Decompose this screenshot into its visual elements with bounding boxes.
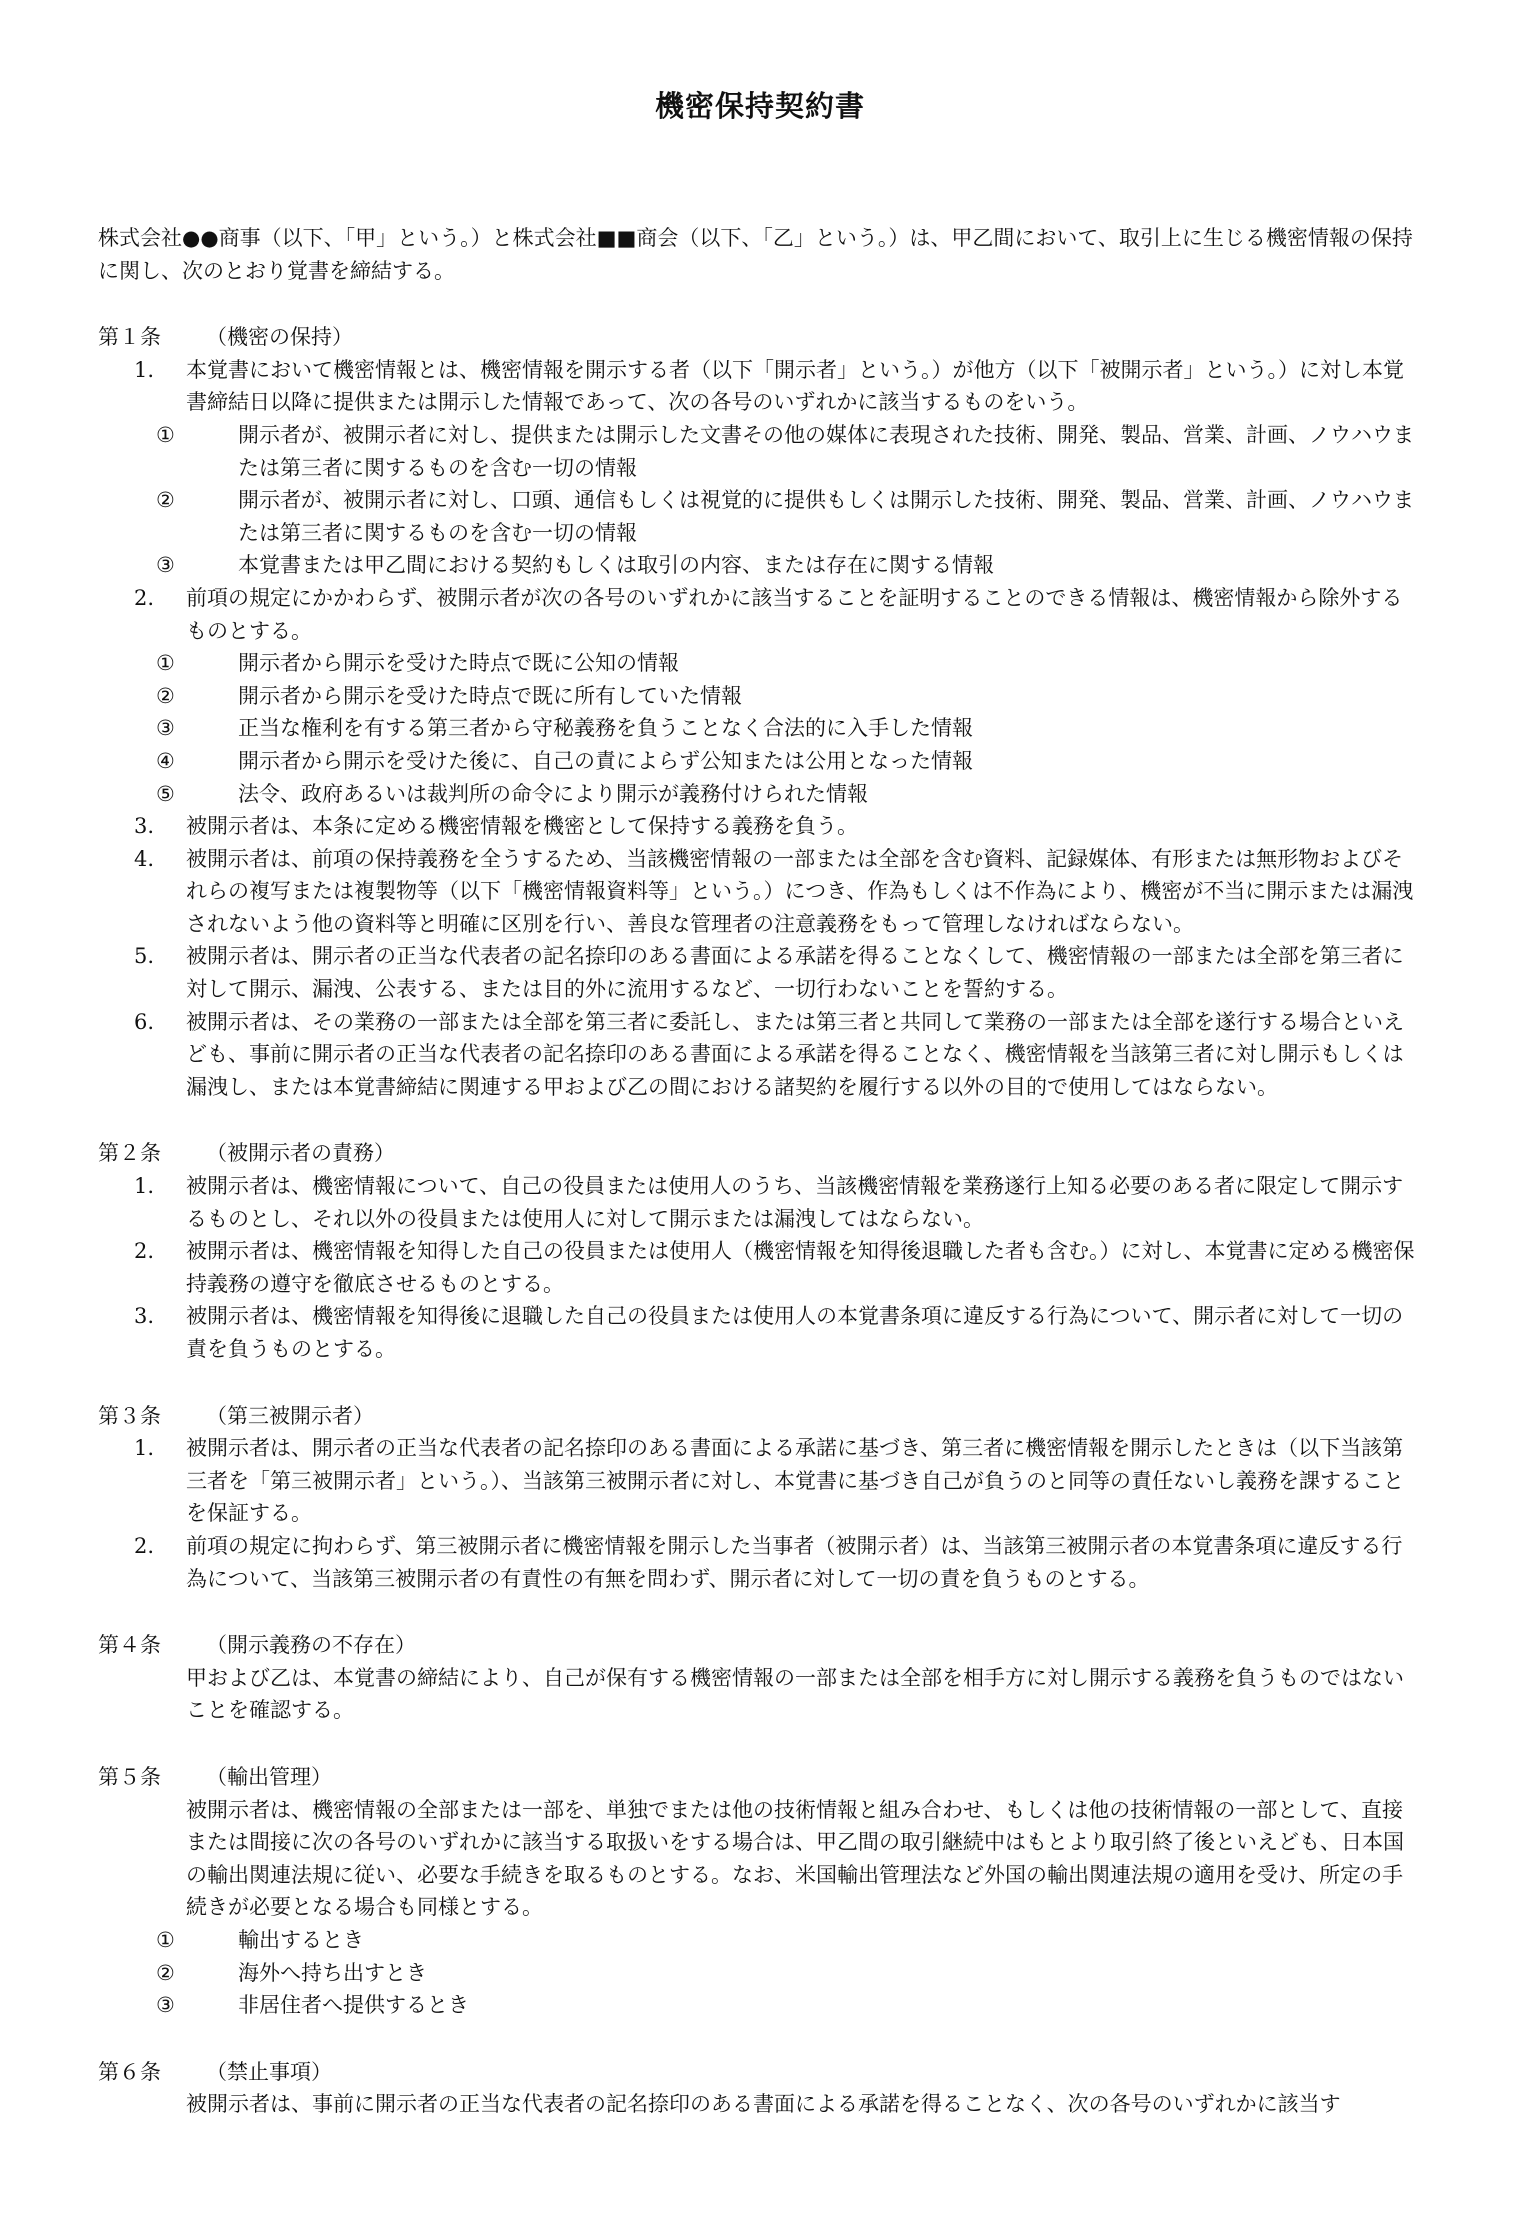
document-title: 機密保持契約書: [654, 89, 865, 123]
article-4: [98, 1629, 1420, 1727]
sub-clause: [98, 419, 1420, 484]
sub-clause-number: ①: [156, 651, 175, 676]
article-1: [98, 321, 1420, 1103]
sub-clause-text: 非居住者へ提供するとき: [238, 1993, 469, 2018]
article-number: 第２条: [98, 1141, 161, 1166]
clause-number: 1.: [134, 1174, 155, 1199]
sub-clause-text: 開示者が、被開示者に対し、口頭、通信もしくは視覚的に提供もしくは開示した技術、開発、製品、営業、計画、ノウハウまたは第三者に関するものを含む一切の情報: [238, 488, 1414, 545]
article-number: 第６条: [98, 2059, 161, 2084]
sub-clause: [98, 1924, 1420, 1957]
clause-number: 3.: [134, 814, 155, 839]
sub-clause-text: 法令、政府あるいは裁判所の命令により開示が義務付けられた情報: [238, 781, 868, 806]
article-number: 第５条: [98, 1764, 161, 1789]
clause: [98, 354, 1420, 419]
sub-clause: [98, 549, 1420, 582]
sub-clause: [98, 1957, 1420, 1990]
article-body: 被開示者は、事前に開示者の正当な代表者の記名捺印のある書面による承諾を得ることなく、次の各号のいずれかに該当す: [186, 2092, 1341, 2117]
sub-clause-number: ②: [156, 1960, 175, 1985]
article-number: 第４条: [98, 1633, 161, 1658]
sub-clause: [98, 484, 1420, 549]
sub-clause-text: 正当な権利を有する第三者から守秘義務を負うことなく合法的に入手した情報: [238, 716, 973, 741]
sub-clause-number: ①: [156, 422, 175, 447]
clause: [98, 1530, 1420, 1595]
clause: [98, 1006, 1420, 1104]
article-heading: [98, 1761, 1420, 1794]
article-heading: [98, 1137, 1420, 1170]
article-5: [98, 1761, 1420, 2022]
article-title: （被開示者の責務）: [206, 1141, 395, 1166]
sub-clause: [98, 745, 1420, 778]
clause-text: 前項の規定に拘わらず、第三被開示者に機密情報を開示した当事者（被開示者）は、当該第三被開示者の本覚書条項に違反する行為について、当該第三被開示者の有責性の有無を問わず、開示者に対して一切の責を負うものとする。: [186, 1533, 1403, 1591]
sub-clause: [98, 680, 1420, 713]
sub-clause-text: 開示者が、被開示者に対し、提供または開示した文書その他の媒体に表現された技術、開発、製品、営業、計画、ノウハウまたは第三者に関するものを含む一切の情報: [238, 422, 1414, 480]
sub-clause-number: ②: [156, 683, 175, 708]
sub-clause-text: 輸出するとき: [238, 1927, 364, 1952]
clause: [98, 843, 1420, 941]
clause: [98, 582, 1420, 647]
document-body: [98, 222, 1420, 2155]
clause: [98, 1235, 1420, 1300]
article-number: 第１条: [98, 325, 161, 350]
clause-text: 被開示者は、本条に定める機密情報を機密として保持する義務を負う。: [186, 814, 858, 839]
clause-text: 被開示者は、開示者の正当な代表者の記名捺印のある書面による承諾を得ることなくして、機密情報の一部または全部を第三者に対して開示、漏洩、公表する、または目的外に流用するなど、一切行わないことを誓約する。: [186, 944, 1404, 1002]
clause: [98, 1300, 1420, 1365]
sub-clause-number: ①: [156, 1927, 175, 1952]
sub-clause-number: ③: [156, 553, 175, 578]
clause: [98, 1170, 1420, 1235]
clause-number: 3.: [134, 1304, 155, 1329]
sub-clause-number: ④: [156, 748, 175, 773]
clause-text: 被開示者は、前項の保持義務を全うするため、当該機密情報の一部または全部を含む資料、記録媒体、有形または無形物およびそれらの複写または複製物等（以下「機密情報資料等」という。）につき、作為もしくは不作為により、機密が不当に開示または漏洩されないよう他の資料等と明確に区別を行い、善良な管理者の注意義務をもって管理しなければならない。: [186, 846, 1414, 936]
sub-clause-text: 開示者から開示を受けた後に、自己の責によらず公知または公用となった情報: [238, 748, 973, 773]
sub-clause-text: 開示者から開示を受けた時点で既に所有していた情報: [238, 683, 742, 708]
sub-clause-number: ③: [156, 1993, 175, 2018]
sub-clause-text: 本覚書または甲乙間における契約もしくは取引の内容、または存在に関する情報: [238, 553, 994, 578]
article-body: 甲および乙は、本覚書の締結により、自己が保有する機密情報の一部または全部を相手方に対し開示する義務を負うものではないことを確認する。: [186, 1665, 1404, 1723]
clause-text: 被開示者は、機密情報を知得した自己の役員または使用人（機密情報を知得後退職した者も含む。）に対し、本覚書に定める機密保持義務の遵守を徹底させるものとする。: [186, 1239, 1415, 1296]
clause-text: 被開示者は、機密情報について、自己の役員または使用人のうち、当該機密情報を業務遂行上知る必要のある者に限定して開示するものとし、それ以外の役員または使用人に対して開示または漏洩してはならない。: [186, 1174, 1404, 1231]
article-title: （禁止事項）: [206, 2059, 332, 2084]
clause-number: 2.: [134, 585, 155, 610]
sub-clause-number: ⑤: [156, 781, 175, 806]
article-heading: [98, 1400, 1420, 1433]
clause: [98, 940, 1420, 1005]
intro-paragraph: 株式会社●●商事（以下、「甲」という。）と株式会社■■商会（以下、「乙」という。）は、甲乙間において、取引上に生じる機密情報の保持に関し、次のとおり覚書を締結する。: [98, 226, 1413, 283]
sub-clause: [98, 1989, 1420, 2022]
clause-text: 前項の規定にかかわらず、被開示者が次の各号のいずれかに該当することを証明することのできる情報は、機密情報から除外するものとする。: [186, 585, 1403, 643]
clause: [98, 810, 1420, 843]
sub-clause: [98, 712, 1420, 745]
clause-number: 6.: [134, 1009, 155, 1034]
clause-number: 2.: [134, 1533, 155, 1558]
article-3: [98, 1400, 1420, 1596]
article-2: [98, 1137, 1420, 1365]
clause-number: 5.: [134, 944, 155, 969]
article-title: （機密の保持）: [206, 325, 353, 350]
clause-text: 被開示者は、その業務の一部または全部を第三者に委託し、または第三者と共同して業務の一部または全部を遂行する場合といえども、事前に開示者の正当な代表者の記名捺印のある書面による承諾を得ることなく、機密情報を当該第三者に対し開示もしくは漏洩し、または本覚書締結に関連する甲および乙の間における諸契約を履行する以外の目的で使用してはならない。: [186, 1009, 1404, 1099]
article-heading: [98, 2056, 1420, 2089]
article-title: （第三被開示者）: [206, 1403, 374, 1428]
sub-clause-number: ③: [156, 716, 175, 741]
sub-clause-number: ②: [156, 488, 175, 513]
sub-clause: [98, 647, 1420, 680]
clause-text: 本覚書において機密情報とは、機密情報を開示する者（以下「開示者」という。）が他方（以下「被開示者」という。）に対し本覚書締結日以降に提供または開示した情報であって、次の各号のいずれかに該当するものをいう。: [186, 357, 1404, 415]
clause-number: 1.: [134, 1436, 155, 1461]
clause: [98, 1432, 1420, 1530]
clause-text: 被開示者は、開示者の正当な代表者の記名捺印のある書面による承諾に基づき、第三者に機密情報を開示したときは（以下当該第三者を「第三被開示者」という。）、当該第三被開示者に対し、本覚書に基づき自己が負うのと同等の責任ないし義務を課することを保証する。: [186, 1436, 1404, 1526]
sub-clause-text: 開示者から開示を受けた時点で既に公知の情報: [238, 651, 679, 676]
sub-clause-text: 海外へ持ち出すとき: [238, 1960, 427, 1985]
clause-number: 1.: [134, 357, 155, 382]
article-body: 被開示者は、機密情報の全部または一部を、単独でまたは他の技術情報と組み合わせ、もしくは他の技術情報の一部として、直接または間接に次の各号のいずれかに該当する取扱いをする場合は、甲乙間の取引継続中はもとより取引終了後といえども、日本国の輸出関連法規に従い、必要な手続きを取るものとする。なお、米国輸出管理法など外国の輸出関連法規の適用を受け、所定の手続きが必要となる場合も同様とする。: [186, 1797, 1404, 1920]
article-6: [98, 2056, 1420, 2121]
article-title: （開示義務の不存在）: [206, 1633, 416, 1658]
clause-number: 4.: [134, 846, 155, 871]
article-heading: [98, 321, 1420, 354]
clause-number: 2.: [134, 1239, 155, 1264]
article-number: 第３条: [98, 1403, 161, 1428]
article-title: （輸出管理）: [206, 1764, 332, 1789]
clause-text: 被開示者は、機密情報を知得後に退職した自己の役員または使用人の本覚書条項に違反する行為について、開示者に対して一切の責を負うものとする。: [186, 1304, 1404, 1361]
sub-clause: [98, 778, 1420, 811]
article-heading: [98, 1629, 1420, 1662]
